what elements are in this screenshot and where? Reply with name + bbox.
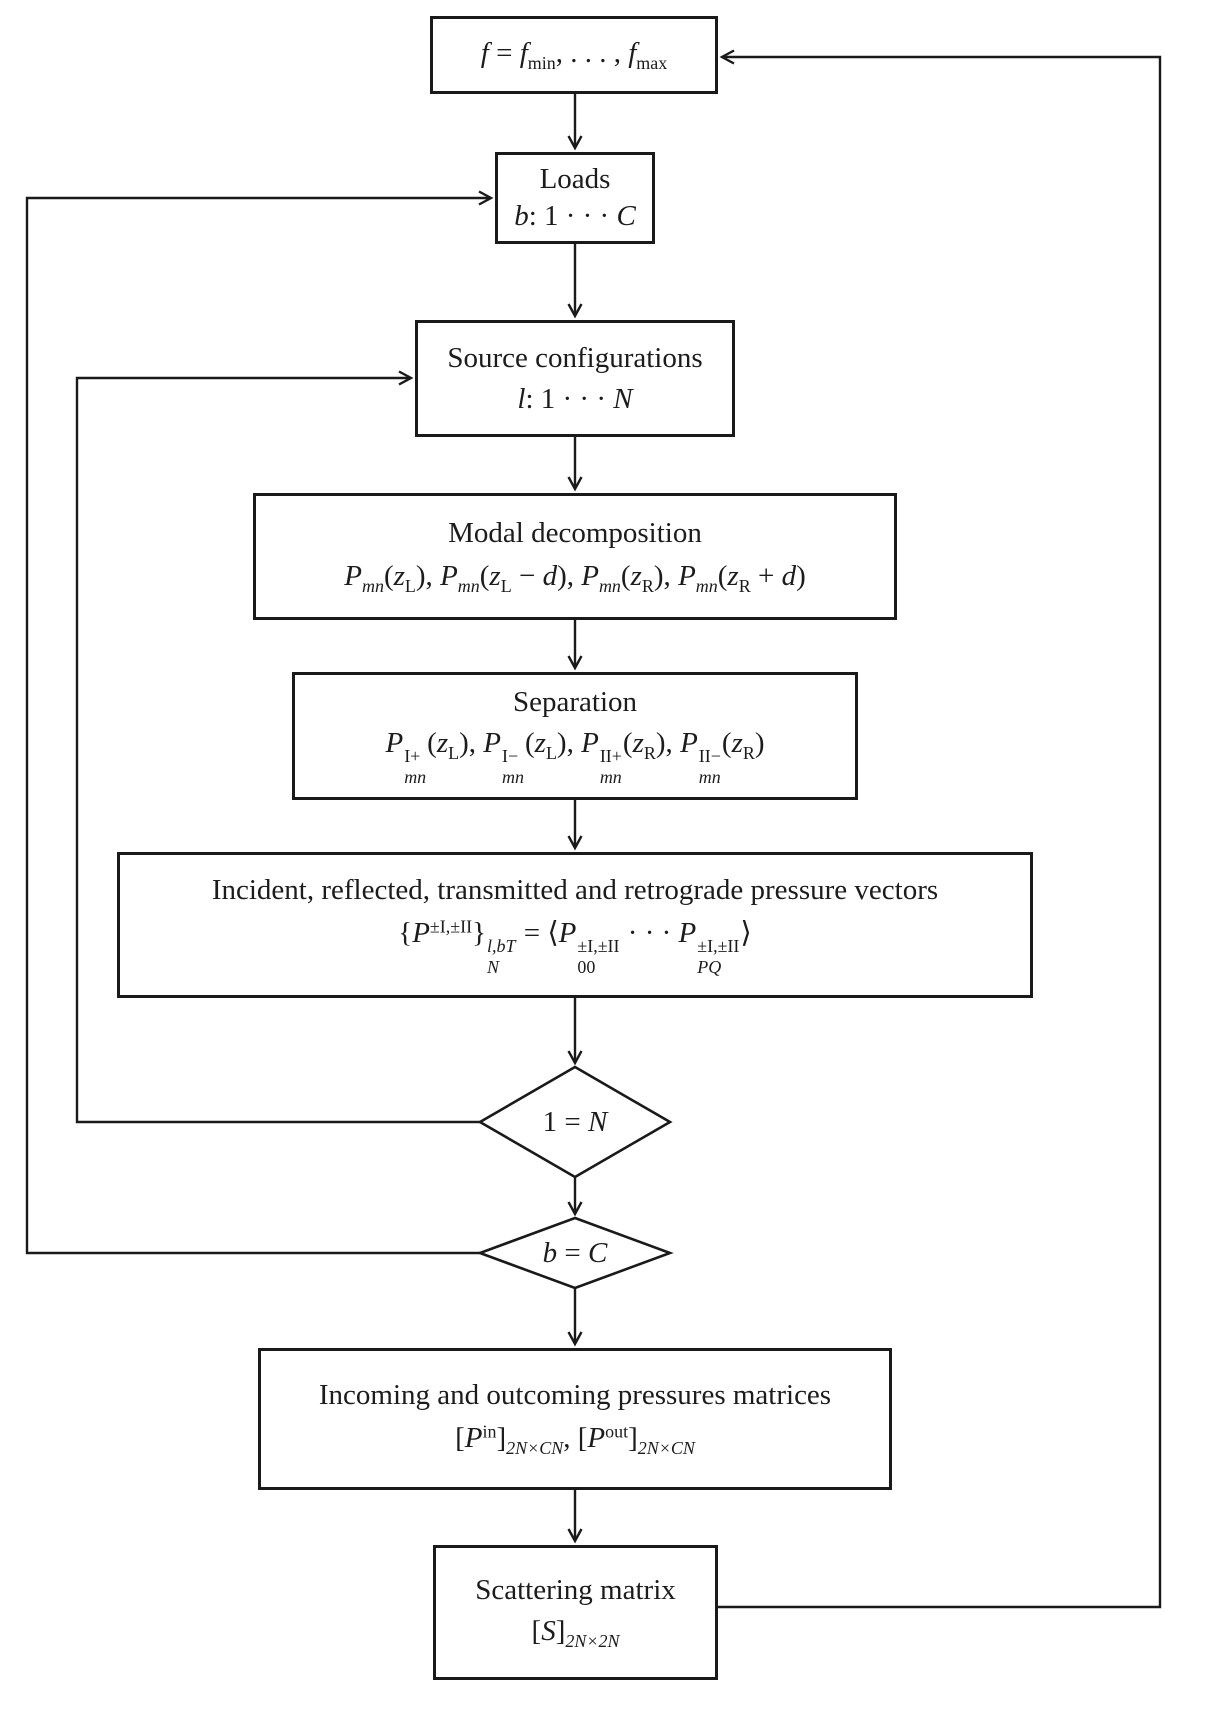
separation-formula: P I+ mn $(z_L)$, P I− mn $(z_L)$, P II+ mn $(z_R)$, P II− mn $(z_R)$ xyxy=(385,727,765,787)
node-frequency-range xyxy=(430,16,718,94)
source-formula: l: 1 · · · N xyxy=(517,382,633,415)
vectors-formula: $\{P^{\pm I,\pm II}\}$ l,bT N = ⟨P ±I,±II 00 · · · P ±I,±II PQ ⟩ xyxy=(398,916,752,977)
node-separation xyxy=(292,672,858,800)
node-pressure-matrices xyxy=(258,1348,892,1490)
matrices-title: Incoming and outcoming pressures matrices xyxy=(318,1379,832,1412)
node-scattering-matrix xyxy=(433,1545,718,1680)
scattering-title: Scattering matrix xyxy=(475,1573,676,1606)
scattering-formula: $[S]_{2N\times 2N}$ xyxy=(531,1614,620,1651)
loads-formula: b: 1 · · · C xyxy=(514,200,636,232)
node-pressure-vectors xyxy=(117,852,1033,998)
decision-loads-label xyxy=(480,1218,670,1288)
decision-source-condition: 1 = N xyxy=(542,1105,608,1138)
node-source-configurations xyxy=(415,320,735,437)
modal-formula: $P_{mn}(z_L)$, $P_{mn}(z_L - d)$, $P_{mn}(z_R)$, $P_{mn}(z_R + d)$ xyxy=(344,559,806,596)
separation-title: Separation xyxy=(512,686,637,719)
decision-source-label xyxy=(480,1067,670,1177)
modal-title: Modal decomposition xyxy=(448,516,702,549)
matrices-formula: $[P^{in}]_{2N\times CN}$, $[P^{out}]_{2N\times CN}$ xyxy=(455,1421,695,1459)
source-title: Source configurations xyxy=(447,341,703,374)
vectors-title: Incident, reflected, transmitted and retrograde pressure vectors xyxy=(211,874,939,907)
loads-title: Loads xyxy=(539,163,611,196)
node-loads xyxy=(495,152,655,244)
frequency-formula: $f = f_{min}$, . . . , $f_{max}$ xyxy=(480,36,668,73)
decision-loads-condition: b = C xyxy=(542,1236,608,1269)
node-modal-decomposition xyxy=(253,493,897,620)
